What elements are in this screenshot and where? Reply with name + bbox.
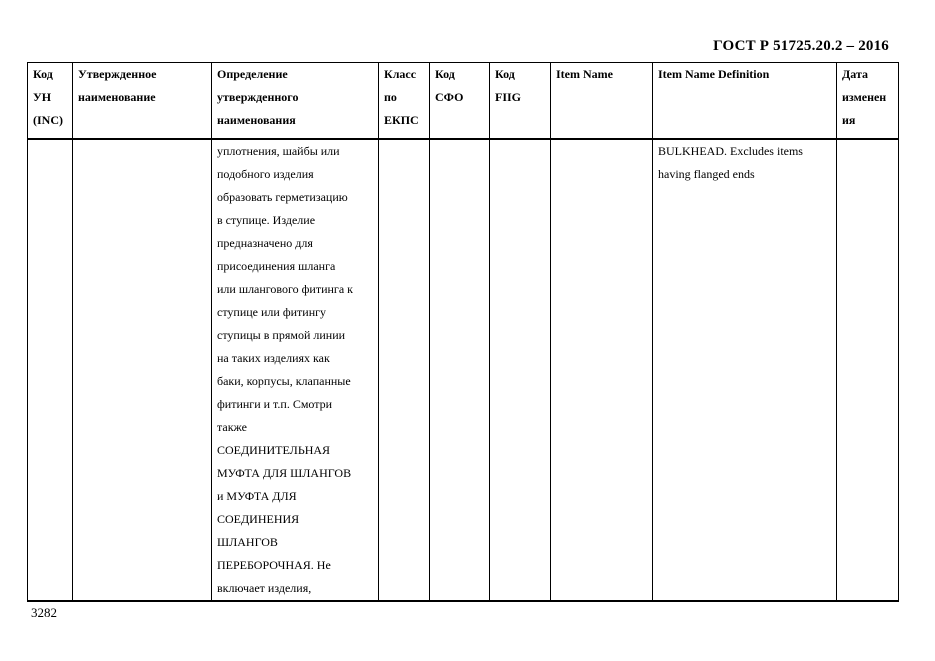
cell-ekps-class <box>379 139 430 601</box>
cell-text-line: ПЕРЕБОРОЧНАЯ. Не <box>217 557 331 572</box>
cell-fiig-code <box>490 139 551 601</box>
column-header-definition <box>212 63 379 139</box>
column-header-sfo-code <box>430 63 490 139</box>
cell-text-line: фитинги и т.п. Смотри <box>217 396 333 411</box>
cell-text-line: ШЛАНГОВ <box>217 534 278 549</box>
column-header-line: FIIG <box>495 90 522 104</box>
cell-text-line: баки, корпусы, клапанные <box>217 373 351 388</box>
column-header-item-name-definition <box>653 63 837 139</box>
column-header-line: изменен <box>842 90 887 104</box>
column-header-line: (INC) <box>33 113 63 127</box>
cell-item-name-definition <box>653 139 837 601</box>
column-header-line: утвержденного <box>217 90 299 104</box>
column-header-ekps-class <box>379 63 430 139</box>
column-header-approved-name <box>73 63 212 139</box>
cell-text-line: включает изделия, <box>217 580 312 595</box>
cell-text-line: ступице или фитингу <box>217 304 327 319</box>
cell-text-line: ступицы в прямой линии <box>217 327 346 342</box>
column-header-line: наименование <box>78 90 156 104</box>
column-header-fiig-code <box>490 63 551 139</box>
column-header-line: ия <box>842 113 856 127</box>
column-header-item-name <box>551 63 653 139</box>
column-header-line: УН <box>33 90 52 104</box>
cell-text-line: подобного изделия <box>217 166 314 181</box>
page-number: 3282 <box>31 605 57 620</box>
document-id-header: ГОСТ Р 51725.20.2 – 2016 <box>713 38 889 54</box>
cell-item-name <box>551 139 653 601</box>
cell-inc <box>28 139 73 601</box>
cell-text-line: и МУФТА ДЛЯ <box>217 488 297 503</box>
cell-text-line: having flanged ends <box>658 166 755 181</box>
cell-text-line: присоединения шланга <box>217 258 336 273</box>
cell-text-line: МУФТА ДЛЯ ШЛАНГОВ <box>217 465 352 480</box>
column-header-line: Утвержденное <box>78 67 157 81</box>
cell-text-line: также <box>217 419 248 434</box>
cell-text-line: BULKHEAD. Excludes items <box>658 143 803 158</box>
table-row <box>28 139 899 601</box>
column-header-line: ЕКПС <box>384 113 419 127</box>
cell-text-line: предназначено для <box>217 235 313 250</box>
cell-text-line: на таких изделиях как <box>217 350 330 365</box>
column-header-line: Item Name Definition <box>658 67 770 81</box>
cell-text-line: или шлангового фитинга к <box>217 281 354 296</box>
column-header-line: Код <box>33 67 53 81</box>
column-header-inc <box>28 63 73 139</box>
cell-sfo-code <box>430 139 490 601</box>
column-header-line: по <box>384 90 397 104</box>
cell-change-date <box>837 139 899 601</box>
column-header-line: Item Name <box>556 67 613 81</box>
header-row <box>28 63 899 139</box>
column-header-line: СФО <box>435 90 464 104</box>
cell-text-line: уплотнения, шайбы или <box>217 143 340 158</box>
column-header-line: Код <box>435 67 455 81</box>
cell-text-line: образовать герметизацию <box>217 189 348 204</box>
column-header-line: Код <box>495 67 515 81</box>
nomenclature-table <box>27 62 899 602</box>
cell-text-line: СОЕДИНИТЕЛЬНАЯ <box>217 442 331 457</box>
column-header-line: Дата <box>842 67 868 81</box>
column-header-line: наименования <box>217 113 296 127</box>
column-header-line: Класс <box>384 67 417 81</box>
cell-text-line: СОЕДИНЕНИЯ <box>217 511 300 526</box>
column-header-line: Определение <box>217 67 288 81</box>
column-header-change-date <box>837 63 899 139</box>
cell-approved-name <box>73 139 212 601</box>
cell-definition <box>212 139 379 601</box>
cell-text-line: в ступице. Изделие <box>217 212 316 227</box>
